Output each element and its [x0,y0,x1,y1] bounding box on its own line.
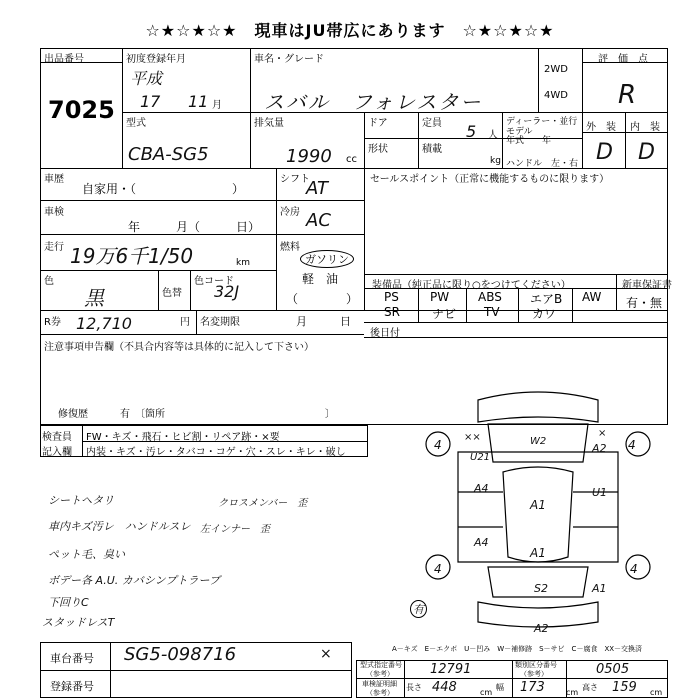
displacement-value: 1990 [286,146,332,167]
color-code-value: 32J [214,282,240,301]
equip-leather: カワ [532,307,557,321]
inspector-row-2: 内装・キズ・汚レ・タバコ・コゲ・穴・スレ・キレ・破し [86,447,346,458]
reg-label: 登録番号 [50,680,94,693]
shape-label: 形状 [368,144,388,155]
exterior-value: D [596,140,613,165]
note-6: スタッドレスT [42,616,115,629]
note-4: ボデー各 A.U. カバシンプトラーブ [48,574,220,587]
width-unit: cm [566,688,579,697]
shift-label: シフト [280,174,310,185]
fuel-label: 燃料 [280,242,300,253]
inspection-label: 車検 [44,207,64,218]
car-name-label: 車名・グレード [254,54,324,65]
class-no-label: 類別区分番号 [515,661,557,669]
mileage-label: 走行 [44,242,64,253]
history-label: 車歴 [44,174,64,185]
mark-14: S2 [534,582,548,595]
inspection-value: 年 月（ 日） [128,220,261,234]
banner: ☆★☆★☆★ 現車はJU帯広にあります ☆★☆★☆★ [145,21,555,40]
repair-value: 有 〔箇所 〕 [120,409,335,420]
equip-abs: ABS [478,290,502,304]
mark-9: A1 [530,498,546,512]
rating-value: R [618,80,637,110]
lot-number: 7025 [48,96,115,124]
equip-ps: PS [384,290,399,304]
equip-tv: TV [484,305,500,319]
class-no-sub: （参考） [520,670,548,678]
mileage-value: 19万6千1/50 [70,244,194,268]
rating-label: 評 価 点 [598,54,648,65]
displacement-unit: cc [346,154,357,165]
inspector-label-2: 記入欄 [42,447,72,458]
load-unit: kg [490,156,501,166]
inspector-row-1: FW・キズ・飛石・ヒビ割・リペア跡・×要 [86,432,280,443]
interior-value: D [638,140,655,165]
type-spec-sub: （参考） [366,670,394,678]
note-5: 下回りC [48,596,89,609]
capacity-label: 定員 [422,118,442,129]
dealer-label: ディーラー・並行 [506,117,578,127]
capacity-unit: 人 [488,130,498,141]
cert-label: 車検証明細 [362,680,397,688]
sales-points-label: セールスポイント（正常に機能するものに限ります） [370,174,610,185]
notes-label: 注意事項申告欄（不具合内容等は具体的に記入して下さい） [44,342,314,353]
displacement-label: 排気量 [254,118,284,129]
chassis-mark: × [320,646,332,662]
note-2: 車内キズ汚レ ハンドルスレ [48,520,191,533]
warranty-value: 有・無 [626,296,663,310]
class-no-value: 0505 [596,662,630,677]
type-spec-value: 12791 [430,662,472,677]
type-spec-label: 型式指定番号 [360,661,402,669]
chassis-label: 車台番号 [50,652,94,665]
mark-8: A4 [474,482,489,495]
color-value: 黒 [84,286,104,310]
aircon-label: 冷房 [280,207,300,218]
first-reg-year: 17 [140,92,161,111]
mark-2: ×× [464,432,481,443]
length-value: 448 [432,680,457,695]
mark-15: A1 [592,582,607,595]
mark-11: A4 [474,536,489,549]
name-change-value: 月 日 [296,315,351,328]
first-reg-label: 初度登録年月 [126,54,186,65]
repair-label: 修復歴 [58,409,88,420]
month-unit: 月 [212,100,222,111]
first-reg-month: 11 [188,92,209,111]
handle-label: ハンドル 左・右 [506,159,579,169]
interior-label: 内 装 [630,122,660,133]
aircon-value: AC [306,210,331,231]
mark-4: × [598,428,607,439]
note-3: ペット毛、臭い [48,548,125,561]
length-label: 長さ [406,683,422,692]
height-label: 高さ [582,683,598,692]
repaint-label: 色替 [162,288,182,299]
mark-18: A2 [534,622,549,635]
inspector-label-1: 検査員 [42,432,72,443]
capacity-value: 5 [466,122,477,141]
mark-13: 4 [434,562,442,576]
shift-value: AT [306,178,328,199]
exterior-label: 外 装 [586,122,616,133]
equipment-label: 装備品（純正品に限り○をつけてください） [372,280,571,291]
dealer-model: モデル 年式 年 [506,127,552,146]
mileage-unit: km [236,258,250,268]
equip-aw: AW [582,290,602,304]
equip-airbag: エアB [530,292,563,306]
height-value: 159 [612,680,637,695]
fuel-other: （ ） [286,292,359,306]
note-1: シートヘタリ [48,494,114,507]
history-value: 自家用・（ ） [82,182,245,196]
post-fit-label: 後日付 [370,328,400,339]
drive-2wd: 2WD [544,64,568,75]
mark-10: U1 [592,486,608,499]
recycle-value: 12,710 [76,314,132,333]
color-label: 色 [44,276,54,287]
chassis-value: SG5-098716 [124,644,237,665]
drive-4wd: 4WD [544,90,568,101]
door-label: ドア [368,118,388,129]
mark-1: 4 [434,438,442,452]
cert-sub: （参考） [366,689,394,697]
length-unit: cm [480,688,493,697]
side-note-2: 左インナー 歪 [200,524,270,535]
model-label: 型式 [126,118,146,129]
width-label: 幅 [496,683,504,692]
mark-6: 4 [628,438,636,452]
mark-3: W2 [530,436,547,447]
recycle-label: R券 [44,317,61,328]
side-note-1: クロスメンバー 歪 [218,498,308,509]
recycle-unit: 円 [180,317,190,328]
equip-pw: PW [430,290,450,304]
lot-label: 出品番号 [44,54,84,65]
width-value: 173 [520,680,545,695]
name-change-label: 名変期限 [200,317,240,328]
equip-navi: ナビ [432,307,457,321]
mark-5: A2 [592,442,607,455]
model-value: CBA-SG5 [128,144,209,165]
first-reg-era: 平成 [130,69,163,88]
mark-17: 有 [410,600,427,618]
mark-12: A1 [530,546,546,560]
color-code-label: 色コード [194,276,234,287]
mark-16: 4 [630,562,638,576]
equip-sr: SR [384,305,400,319]
car-name-value: スバル フォレスター [264,90,483,114]
height-unit: cm [650,688,663,697]
fuel-gasoline: ガソリン [300,250,354,268]
fuel-diesel: 軽 油 [302,272,339,286]
load-label: 積載 [422,144,442,155]
damage-legend: A－キズ E－エクボ U－凹み W－補修跡 S－サビ C－腐食 XX－交換済 [392,645,643,653]
mark-7: U21 [470,452,491,463]
warranty-label: 新車保証書 [622,280,672,291]
